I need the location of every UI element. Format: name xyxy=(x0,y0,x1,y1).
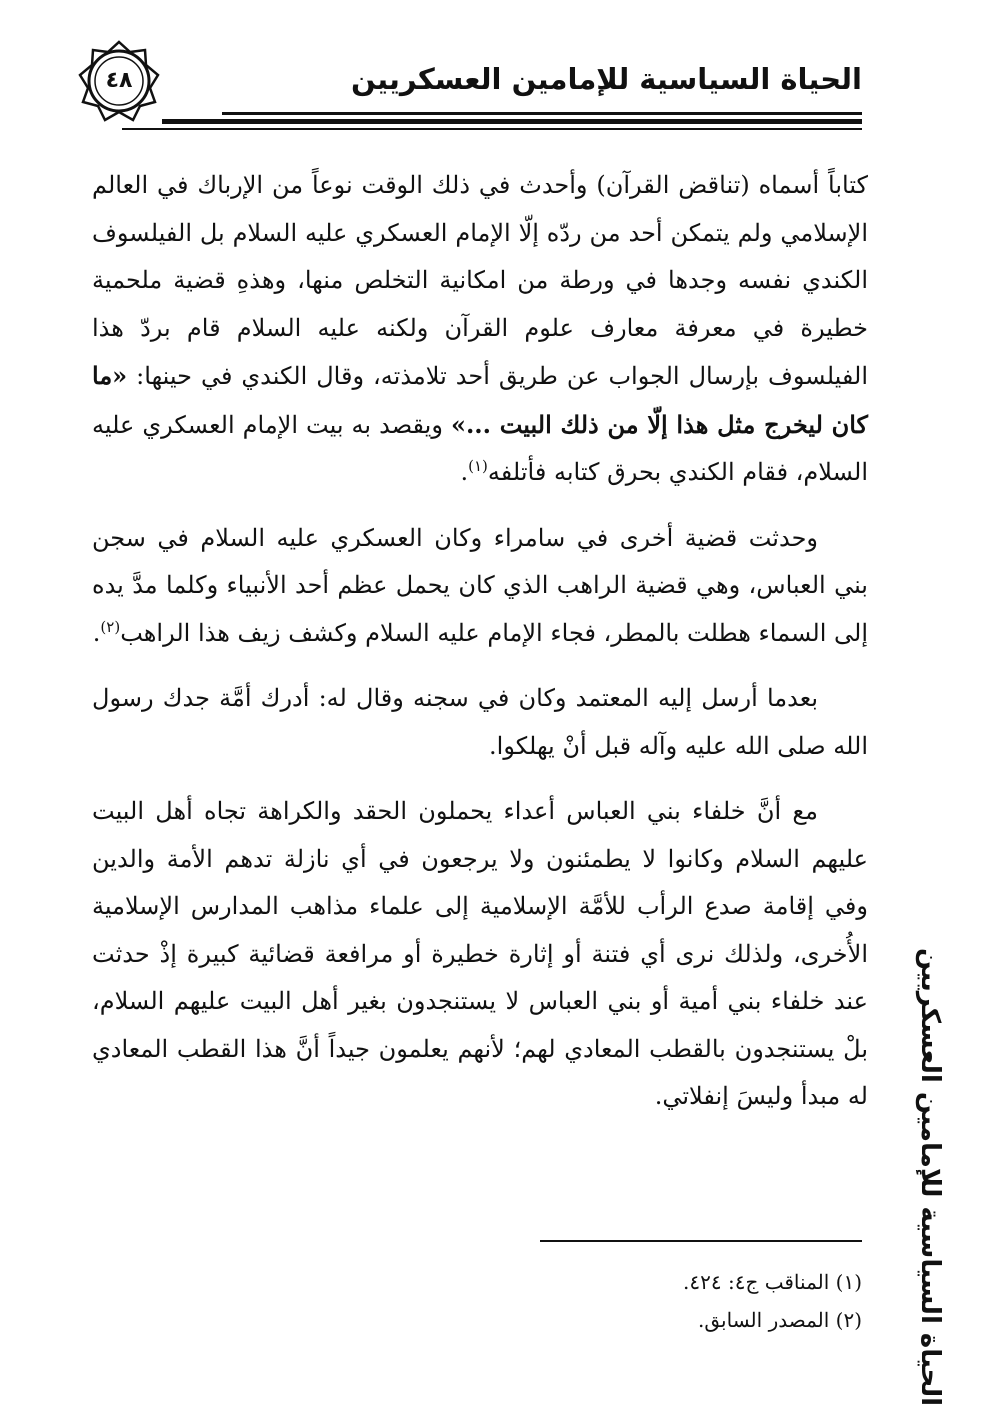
paragraph-4-text: مع أنَّ خلفاء بني العباس أعداء يحملون الحقد والكراهة تجاه أهل البيت عليهم السلام وكانوا لا يطمئنون ولا يرجعون في أي نازلة تدهم الأمة والدين وفي إقامة صدع الرأب للأمَّة الإسلامية إلى علماء مذاهب المدارس الإسلامية الأُخرى، ولذلك نرى أي فتنة أو إثارة خطيرة أو مرافعة قضائية كبيرة إذْ حدثت عند خلفاء بني أمية أو بني العباس لا يستنجدون بغير أهل البيت عليهم السلام، بلْ يستنجدون بالقطب المعادي لهم؛ لأنهم يعلمون جيداً أنَّ هذا القطب المعادي له مبدأ وليسَ إنفلاتي. xyxy=(92,797,869,1110)
page-number-badge xyxy=(78,40,160,122)
paragraph-2: وحدثت قضية أخرى في سامراء وكان العسكري عليه السلام في سجن بني العباس، وهي قضية الراهب الذي كان يحمل عظم أحد الأنبياء وكلما مدَّ يده إلى السماء هطلت بالمطر، فجاء الإمام عليه السلام وكشف زيف هذا الراهب$^{(٢)}$. xyxy=(92,523,868,647)
header-rule xyxy=(122,128,862,130)
paragraph-4 xyxy=(92,788,868,1121)
paragraph-1: كتاباً أسماه (تناقض القرآن) وأحدث في ذلك الوقت نوعاً من الإرباك في العالم الإسلامي ولم يتمكن أحد من ردّه إلّا الإمام العسكري عليه السلام بل الفيلسوف الكندي نفسه وجدها في ورطة من امكانية التخلص منها، وهذهِ قضية ملحمية خطيرة في معرفة معارف علوم القرآن ولكنه عليه السلام قام بردّ هذا الفيلسوف بإرسال الجواب عن طريق أحد تلامذته، وقال الكندي في حينها: «ما كان ليخرج مثل هذا إلّا من ذلك البيت ...» ويقصد به بيت الإمام العسكري عليه السلام، فقام الكندي بحرق كتابه فأتلفه$^{(١)}$. xyxy=(92,171,869,486)
footnote-separator xyxy=(540,1240,862,1242)
paragraph-2-text: وحدثت قضية أخرى في سامراء وكان العسكري عليه السلام في سجن بني العباس، وهي قضية الراهب الذي كان يحمل عظم أحد الأنبياء وكلما مدَّ يده إلى السماء هطلت بالمطر، فجاء الإمام عليه السلام وكشف زيف هذا الراهب xyxy=(92,523,868,647)
paragraph-3 xyxy=(92,675,868,770)
header-rule xyxy=(162,119,862,124)
page-number: ٤٨ xyxy=(105,68,133,93)
header-rule xyxy=(222,112,862,115)
footnote-ref-2[interactable]: (٢) xyxy=(100,617,121,636)
main-text xyxy=(92,162,868,1139)
footnote-2: (٢) المصدر السابق. xyxy=(698,1308,862,1332)
paragraph-3-text: بعدما أرسل إليه المعتمد وكان في سجنه وقال له: أدرك أمَّة جدك رسول الله صلى الله عليه وآله قبل أنْ يهلكوا. xyxy=(92,684,868,760)
footnote-ref-1[interactable]: (١) xyxy=(468,457,488,475)
side-title-strip xyxy=(908,947,952,1406)
paragraph-1-end: ويقصد به بيت الإمام العسكري عليه السلام، فقام الكندي بحرق كتابه فأتلفه xyxy=(92,410,868,486)
quote-text: «ما كان ليخرج مثل هذا إلّا من ذلك البيت ...» xyxy=(92,361,868,439)
paragraph-1-text: كتاباً أسماه (تناقض القرآن) وأحدث في ذلك الوقت نوعاً من الإرباك في العالم الإسلامي ولم يتمكن أحد من ردّه إلّا الإمام العسكري عليه السلام بل الفيلسوف الكندي نفسه وجدها في ورطة من امكانية التخلص منها، وهذهِ قضية ملحمية خطيرة في معرفة معارف علوم القرآن ولكنه عليه السلام قام بردّ هذا الفيلسوف بإرسال الجواب عن طريق أحد تلامذته، وقال الكندي في حينها: xyxy=(92,171,869,390)
page-header xyxy=(0,0,1002,150)
running-title: الحياة السياسية للإمامين العسكريين xyxy=(351,62,862,96)
footnotes xyxy=(162,1263,862,1339)
side-title: الحياة السياسية للإمامين العسكريين xyxy=(915,947,945,1406)
footnote-1: (١) المناقب ج٤: ٤٢٤. xyxy=(683,1270,862,1294)
